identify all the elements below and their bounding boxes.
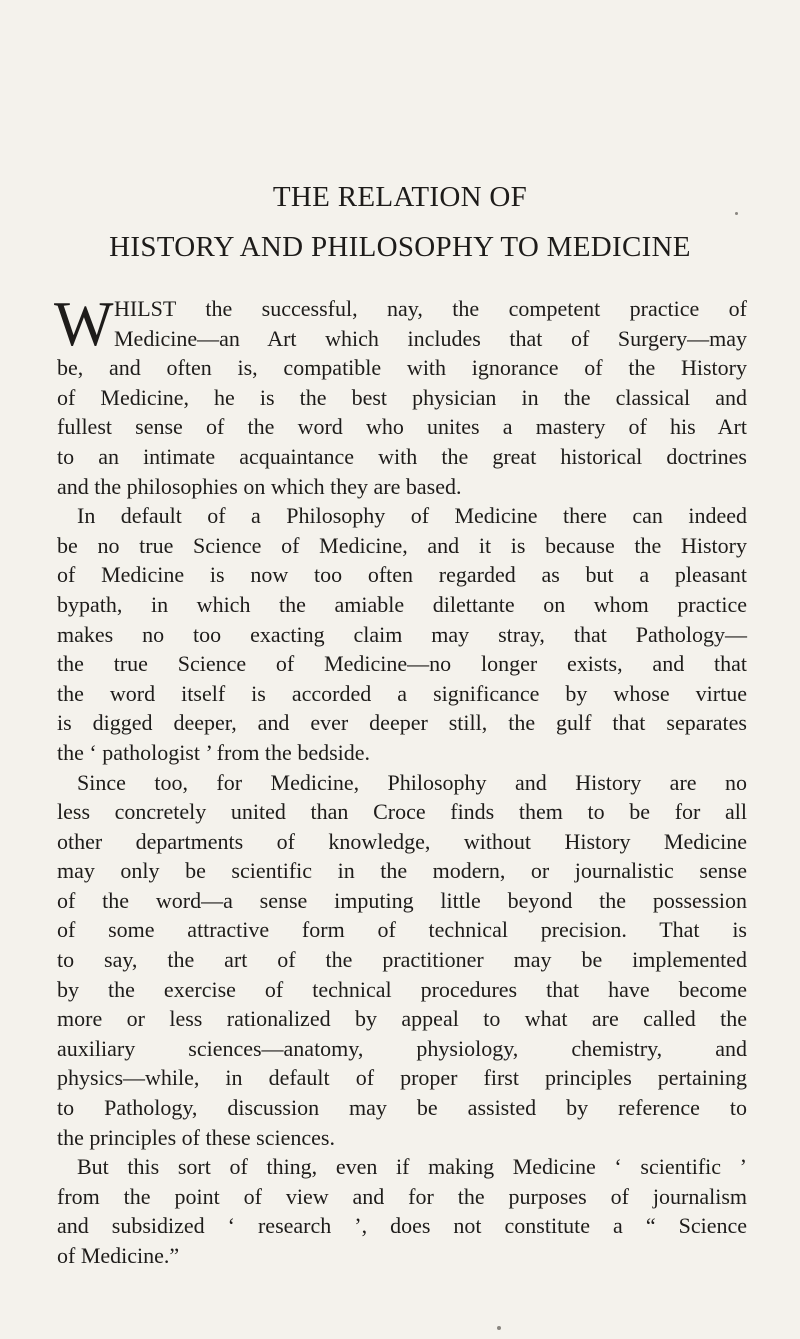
text-line: the principles of these sciences.	[57, 1124, 335, 1150]
text-line: Since too, for Medicine, Philosophy and History are no	[77, 769, 747, 795]
text-line: But this sort of thing, even if making Medicine ‘ scientific ’	[77, 1154, 747, 1180]
text-line: to Pathology, discussion may be assisted by reference to	[57, 1095, 747, 1121]
text-line: more or less rationalized by appeal to what are called the	[57, 1006, 747, 1032]
text-line: In default of a Philosophy of Medicine there can indeed	[77, 503, 747, 529]
text-line: of the word—a sense imputing little beyond the possession	[57, 887, 747, 913]
text-line: from the point of view and for the purposes of journalism	[57, 1183, 747, 1209]
text-line: fullest sense of the word who unites a mastery of his Art	[57, 414, 747, 440]
text-line: may only be scientific in the modern, or journalistic sense	[57, 858, 747, 884]
text-line: of Medicine is now too often regarded as but a pleasant	[57, 562, 747, 588]
text-line: other departments of knowledge, without History Medicine	[57, 828, 747, 854]
text-line: is digged deeper, and ever deeper still, the gulf that separates	[57, 710, 747, 736]
text-line: physics—while, in default of proper first principles pertaining	[57, 1065, 747, 1091]
text-line: auxiliary sciences—anatomy, physiology, chemistry, and	[57, 1035, 747, 1061]
paper-speck	[497, 1326, 501, 1330]
text-line: Medicine—an Art which includes that of Surgery—may	[114, 325, 747, 351]
body-text	[54, 289, 747, 1271]
text-line: the word itself is accorded a significance by whose virtue	[57, 680, 747, 706]
text-line: the true Science of Medicine—no longer exists, and that	[57, 651, 747, 677]
text-line: bypath, in which the amiable dilettante on whom practice	[57, 591, 747, 617]
text-line: be no true Science of Medicine, and it is because the History	[57, 532, 747, 558]
text-line: be, and often is, compatible with ignorance of the History	[57, 355, 747, 381]
title-line-2: HISTORY AND PHILOSOPHY TO MEDICINE	[109, 231, 691, 263]
text-line: makes no too exacting claim may stray, that Pathology—	[57, 621, 747, 647]
text-line: less concretely united than Croce finds them to be for all	[57, 799, 747, 825]
text-line: to an intimate acquaintance with the great historical doctrines	[57, 443, 747, 469]
text-line: to say, the art of the practitioner may be implemented	[57, 947, 747, 973]
drop-cap: W	[54, 289, 112, 359]
text-line: of Medicine, he is the best physician in the classical and	[57, 384, 747, 410]
text-line: of some attractive form of technical precision. That is	[57, 917, 747, 943]
text-line: of Medicine.”	[57, 1243, 180, 1268]
paper-speck	[735, 212, 738, 215]
text-line: and subsidized ‘ research ’, does not constitute a “ Science	[57, 1213, 747, 1239]
title-line-1: THE RELATION OF	[272, 181, 528, 213]
text-line: by the exercise of technical procedures that have become	[57, 976, 747, 1002]
text-line: the ‘ pathologist ’ from the bedside.	[57, 739, 371, 765]
text-line: HILST the successful, nay, the competent practice of	[114, 296, 747, 321]
text-line: and the philosophies on which they are based.	[57, 473, 462, 499]
